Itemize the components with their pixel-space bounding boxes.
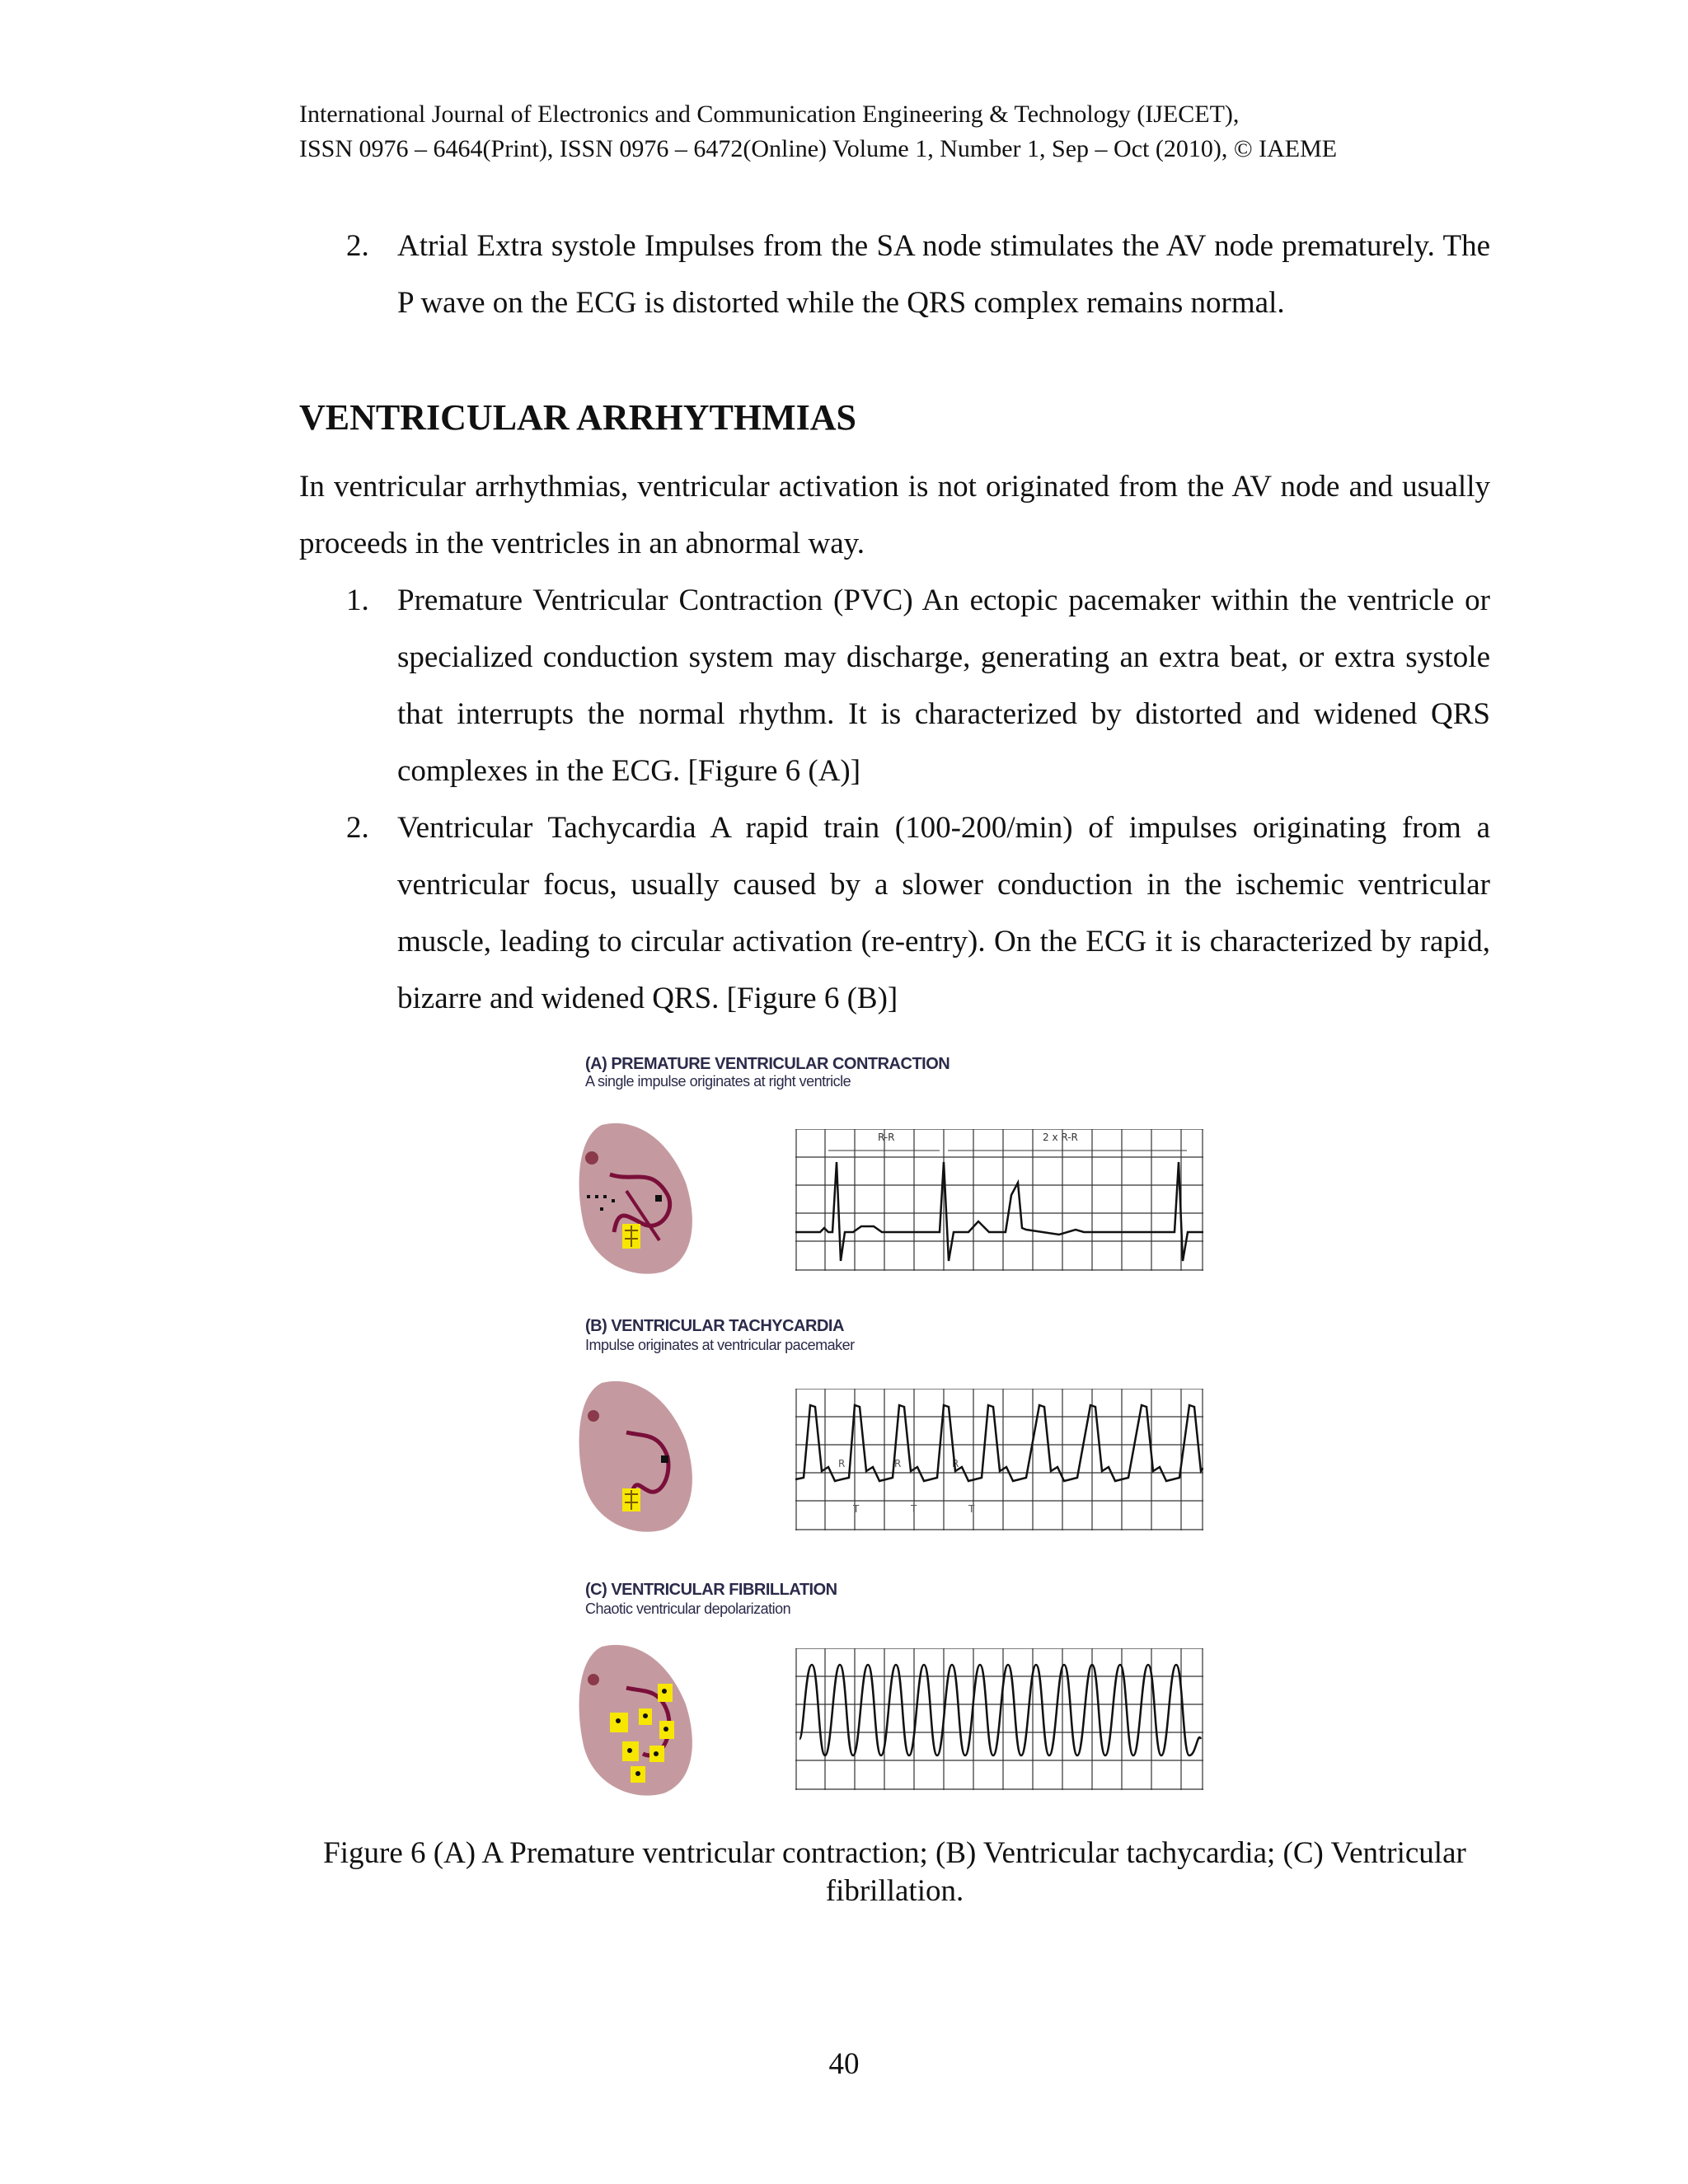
panel-b-subtitle: Impulse originates at ventricular pacemaker: [585, 1337, 855, 1353]
2rr-label: 2 x R-R: [1043, 1132, 1078, 1143]
panel-a-subtitle: A single impulse originates at right ventricle: [585, 1073, 851, 1090]
r-label: R: [838, 1458, 846, 1469]
ecg-strip-b: [795, 1389, 1203, 1530]
heart-diagram-a: [577, 1117, 701, 1277]
list-number: 2.: [346, 811, 369, 845]
journal-issn-line: ISSN 0976 – 6464(Print), ISSN 0976 – 6472(Online) Volume 1, Number 1, Sep – Oct (2010), © IAEME: [299, 135, 1338, 162]
figure-6: [577, 1047, 1203, 1797]
list-item-text: Ventricular Tachycardia A rapid train (100-200/min) of impulses originating from a ventricular focus, usually caused by a slower conduction in the ischemic ventricular muscle, leading to circular activation (re-entry). On the ECG it is characterized by rapid, bizarre and widened QRS. [Figure 6 (B)]: [397, 811, 1490, 1015]
t-label: T: [968, 1503, 975, 1515]
list-item-text: Premature Ventricular Contraction (PVC) An ectopic pacemaker within the ventricle or specialized conduction system may discharge, generating an extra beat, or extra systole that interrupts the normal rhythm. It is characterized by distorted and widened QRS complexes in the ECG. [Figure 6 (A)]: [397, 583, 1490, 788]
t-label: T: [911, 1503, 917, 1515]
list-item-text: Atrial Extra systole Impulses from the SA node stimulates the AV node prematurely. The P wave on the ECG is distorted while the QRS complex remains normal.: [397, 229, 1490, 320]
section-heading: VENTRICULAR ARRHYTHMIAS: [299, 397, 856, 438]
figure-caption: Figure 6 (A) A Premature ventricular contraction; (B) Ventricular tachycardia; (C) Ventricular fibrillation.: [323, 1836, 1466, 1908]
section-intro: In ventricular arrhythmias, ventricular activation is not originated from the AV node and usually proceeds in the ventricles in an abnormal way.: [299, 470, 1490, 560]
list-number: 2.: [346, 229, 369, 263]
r-label: R: [894, 1458, 902, 1469]
heart-diagram-c: [577, 1638, 701, 1803]
page-number: 40: [828, 2047, 860, 2081]
pvc-item: [346, 572, 1490, 799]
rr-label: R-R: [878, 1132, 895, 1143]
running-header: [299, 97, 1536, 166]
panel-c-title: (C) VENTRICULAR FIBRILLATION: [585, 1581, 837, 1599]
ecg-strip-a: [795, 1129, 1203, 1271]
panel-a-title: (A) PREMATURE VENTRICULAR CONTRACTION: [585, 1055, 950, 1073]
panel-b-title: (B) VENTRICULAR TACHYCARDIA: [585, 1317, 844, 1335]
heart-diagram-b: [577, 1375, 701, 1540]
list-number: 1.: [346, 583, 369, 617]
ecg-strip-c: [795, 1648, 1203, 1790]
vt-item: [346, 799, 1490, 1027]
journal-title-line: International Journal of Electronics and Communication Engineering & Technology (IJECET),: [299, 101, 1240, 128]
atrial-extrasystole-item: [346, 218, 1490, 331]
panel-c-subtitle: Chaotic ventricular depolarization: [585, 1601, 791, 1617]
t-label: T: [853, 1503, 860, 1515]
r-label: R: [952, 1458, 959, 1469]
